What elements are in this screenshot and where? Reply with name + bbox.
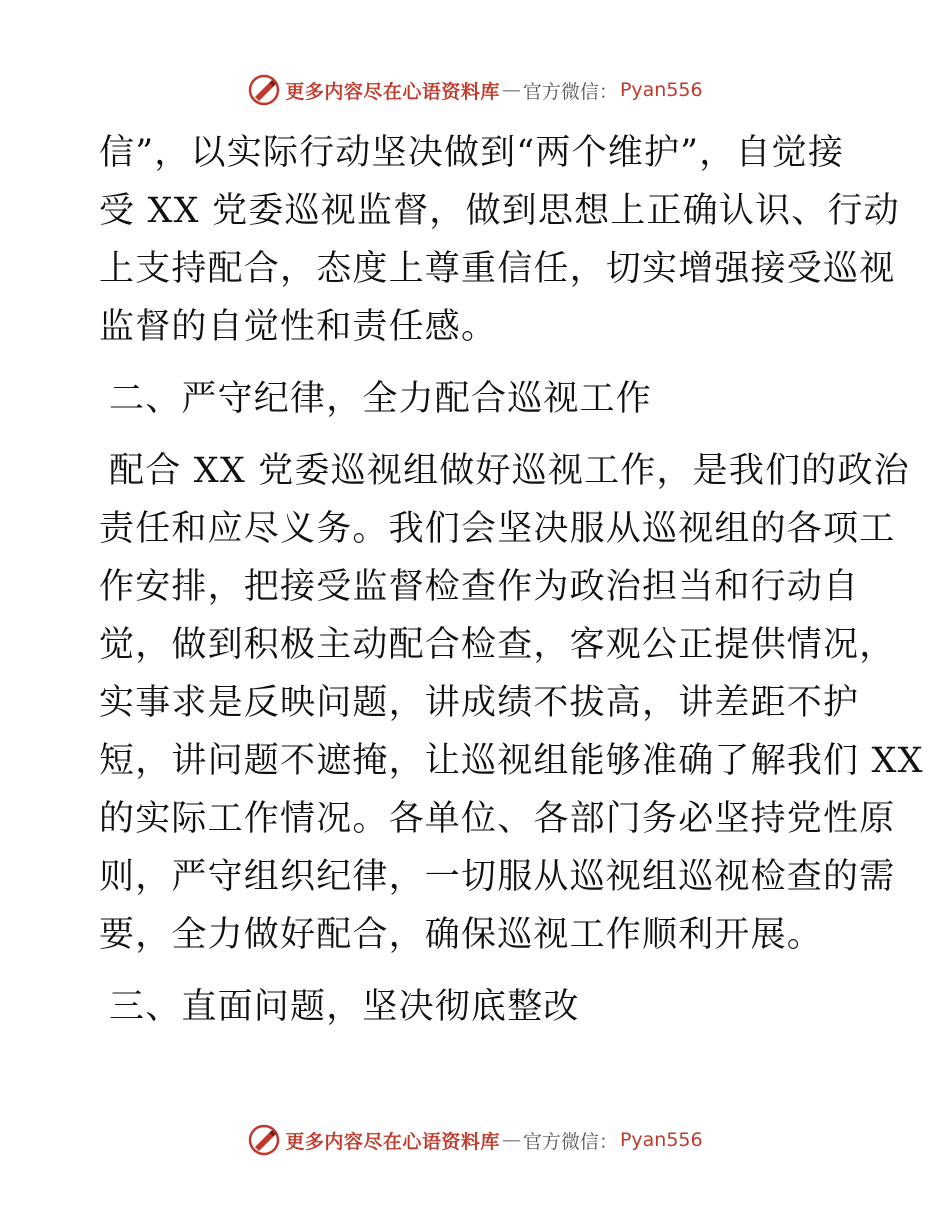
section-heading-2: 二、严守纪律，全力配合巡视工作 <box>109 379 653 419</box>
watermark-brand: 更多内容尽在心语资料库 <box>285 1130 500 1153</box>
text-line: 受 XX 党委巡视监督，做到思想上正确认识、行动 <box>99 191 900 231</box>
paragraph-1 <box>99 124 900 356</box>
pen-seal-icon <box>247 73 281 107</box>
watermark-official-label: 官方微信： <box>522 1130 618 1153</box>
watermark-brand: 更多内容尽在心语资料库 <box>285 80 500 103</box>
text-line: 责任和应尽义务。我们会坚决服从巡视组的各项工 <box>99 509 896 549</box>
text-line: 则，严守组织纪律，一切服从巡视组巡视检查的需 <box>99 857 896 897</box>
text-line: 要，全力做好配合，确保巡视工作顺利开展。 <box>99 915 824 955</box>
pen-seal-icon <box>247 1123 281 1157</box>
text-line: 的实际工作情况。各单位、各部门务必坚持党性原 <box>99 799 896 839</box>
watermark-wechat-id: Pyan556 <box>619 79 703 101</box>
text-line: 短，讲问题不遮掩，让巡视组能够准确了解我们 XX <box>99 741 924 781</box>
paragraph-2 <box>99 442 924 964</box>
watermark-official-label: 官方微信： <box>522 80 618 103</box>
text-line: 作安排，把接受监督检查作为政治担当和行动自 <box>99 567 860 607</box>
text-line: 信”，以实际行动坚决做到“两个维护”，自觉接 <box>99 133 845 173</box>
watermark-separator: — <box>501 79 521 101</box>
document-body <box>99 124 924 1036</box>
text-line: 实事求是反映问题，讲成绩不拔高，讲差距不护 <box>99 683 860 723</box>
section-heading-3: 三、直面问题，坚决彻底整改 <box>109 987 580 1027</box>
text-line: 觉，做到积极主动配合检查，客观公正提供情况， <box>99 625 896 665</box>
watermark-separator: — <box>501 1129 521 1151</box>
text-line: 监督的自觉性和责任感。 <box>99 307 498 347</box>
watermark-banner-bottom <box>0 1120 950 1160</box>
text-line: 上支持配合，态度上尊重信任，切实增强接受巡视 <box>99 249 896 289</box>
watermark-wechat-id: Pyan556 <box>619 1129 703 1151</box>
watermark-banner-top <box>0 70 950 110</box>
text-line: 配合 XX 党委巡视组做好巡视工作，是我们的政治 <box>109 451 910 491</box>
